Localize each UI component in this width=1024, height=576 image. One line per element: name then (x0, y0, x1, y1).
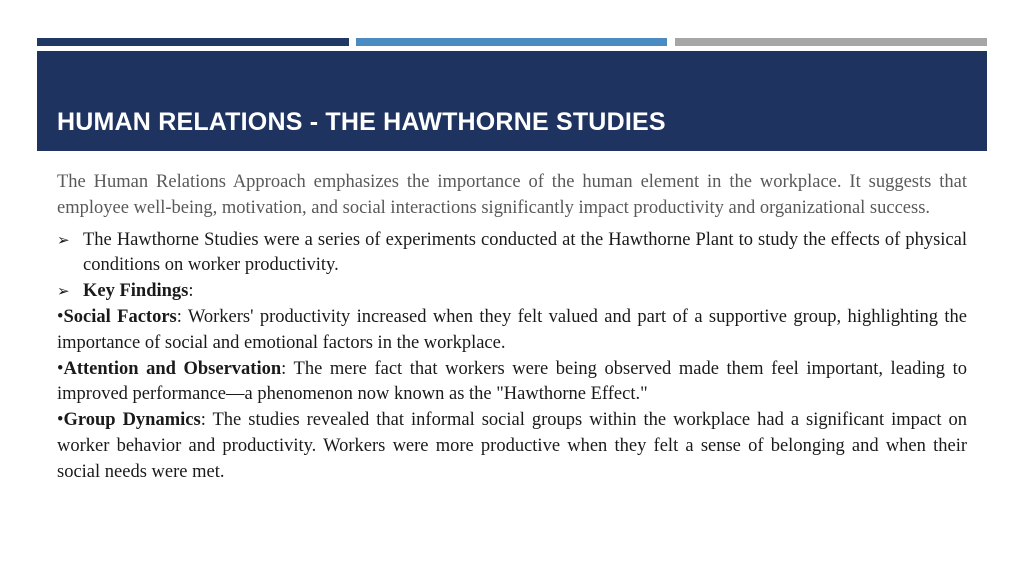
top-accent-bars (37, 38, 987, 46)
arrow-item-hawthorne-studies (57, 228, 967, 280)
arrow-item-text: The Hawthorne Studies were a series of experiments conducted at the Hawthorne Plant to study the effects of physical conditions on worker productivity. (83, 229, 967, 276)
arrow-item-text: : (188, 281, 194, 302)
bullet-heading: Group Dynamics (63, 410, 201, 431)
title-banner (37, 51, 987, 151)
bullet-group-dynamics (57, 408, 967, 485)
bullet-social-factors (57, 305, 967, 357)
bullet-attention-observation (57, 357, 967, 409)
bullet-text: : The studies revealed that informal social groups within the workplace had a significant impact on worker behavior and productivity. Workers were more productive when they felt a sense of belonging and when their social needs were met. (57, 410, 967, 482)
arrow-bullet-icon: ➢ (57, 230, 70, 249)
accent-bar-dark-blue (37, 38, 349, 46)
intro-paragraph: The Human Relations Approach emphasizes the importance of the human element in the workplace. It suggests that employee well-being, motivation, and social interactions significantly impact productivity and organizational success. (57, 172, 967, 218)
bullet-text: : The mere fact that workers were being observed made them feel important, leading to improved performance—a phenomenon now known as the "Hawthorne Effect." (57, 358, 967, 405)
bullet-dot: • (57, 358, 64, 379)
arrow-bullet-icon: ➢ (57, 282, 70, 301)
bullet-heading: Attention and Observation (63, 358, 282, 379)
accent-bar-light-blue (356, 38, 667, 46)
bullet-dot: • (57, 306, 64, 327)
bullet-dot: • (57, 410, 64, 431)
arrow-item-key-findings (57, 279, 967, 305)
bullet-heading: Social Factors (63, 306, 177, 327)
accent-bar-gray (675, 38, 987, 46)
slide-title: HUMAN RELATIONS - THE HAWTHORNE STUDIES (57, 107, 666, 136)
slide-body (57, 170, 967, 486)
bullet-text: : Workers' productivity increased when they felt valued and part of a supportive group, highlighting the importance of social and emotional factors in the workplace. (57, 306, 967, 353)
arrow-item-bold: Key Findings (83, 281, 189, 302)
